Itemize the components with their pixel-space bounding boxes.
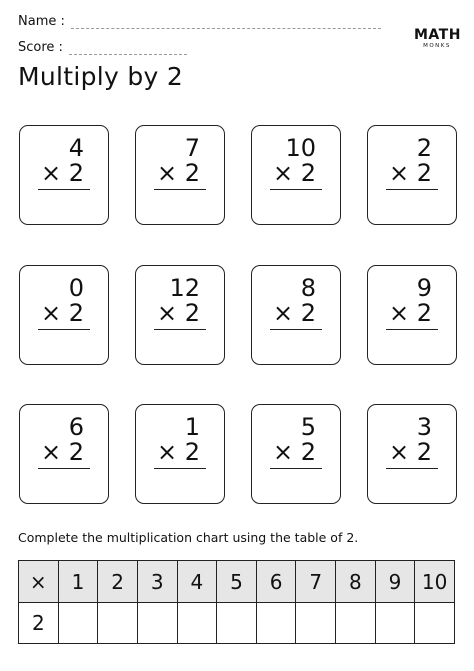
chart-answer-row: [19, 603, 455, 644]
answer-line: [154, 468, 206, 469]
chart-header-cell: 3: [137, 561, 177, 603]
multiplier: × 2: [272, 438, 316, 466]
score-line[interactable]: [69, 45, 187, 55]
multiplier: × 2: [156, 159, 200, 187]
chart-header-cell: 1: [58, 561, 98, 603]
chart-answer-cell[interactable]: [98, 603, 138, 644]
multiplier: × 2: [272, 299, 316, 327]
multiplicand: 7: [184, 134, 200, 162]
answer-line: [38, 468, 90, 469]
chart-answer-cell[interactable]: [177, 603, 217, 644]
problem-card: [251, 125, 341, 225]
logo-text: MATH: [414, 27, 461, 43]
answer-line: [154, 189, 206, 190]
multiplicand: 6: [68, 413, 84, 441]
chart-answer-cell[interactable]: [375, 603, 415, 644]
problem-card: [19, 404, 109, 504]
multiplicand: 2: [416, 134, 432, 162]
chart-header-cell: 7: [296, 561, 336, 603]
problem-card: [19, 265, 109, 365]
chart-header-cell: 5: [217, 561, 257, 603]
multiplicand: 10: [285, 134, 316, 162]
answer-line: [386, 329, 438, 330]
answer-line: [38, 189, 90, 190]
multiplier: × 2: [40, 299, 84, 327]
multiplicand: 4: [68, 134, 84, 162]
answer-line: [270, 189, 322, 190]
answer-line: [270, 468, 322, 469]
multiplier: × 2: [156, 438, 200, 466]
chart-times-symbol: ×: [19, 561, 59, 603]
name-field[interactable]: [18, 14, 381, 29]
multiplier: × 2: [272, 159, 316, 187]
chart-answer-cell[interactable]: [58, 603, 98, 644]
chart-answer-cell[interactable]: [296, 603, 336, 644]
chart-answer-cell[interactable]: [336, 603, 376, 644]
multiplicand: 9: [416, 274, 432, 302]
chart-header-cell: 6: [256, 561, 296, 603]
multiplier: × 2: [40, 159, 84, 187]
multiplicand: 1: [184, 413, 200, 441]
problem-card: [251, 404, 341, 504]
chart-header-cell: 9: [375, 561, 415, 603]
chart-instruction: Complete the multiplication chart using the table of 2.: [18, 530, 359, 545]
name-line[interactable]: [71, 19, 381, 29]
name-label: Name :: [18, 14, 65, 29]
multiplicand: 0: [68, 274, 84, 302]
multiplication-chart: [18, 560, 455, 644]
multiplicand: 12: [169, 274, 200, 302]
score-label: Score :: [18, 40, 63, 55]
chart-row-label: 2: [19, 603, 59, 644]
chart-header-row: [19, 561, 455, 603]
problem-card: [251, 265, 341, 365]
problem-grid: [19, 125, 455, 505]
multiplicand: 3: [416, 413, 432, 441]
multiplier: × 2: [40, 438, 84, 466]
problem-card: [135, 404, 225, 504]
multiplier: × 2: [388, 438, 432, 466]
multiplier: × 2: [156, 299, 200, 327]
chart-answer-cell[interactable]: [137, 603, 177, 644]
answer-line: [386, 468, 438, 469]
math-monks-logo: [414, 28, 460, 50]
score-field[interactable]: [18, 40, 187, 55]
answer-line: [154, 329, 206, 330]
chart-answer-cell[interactable]: [256, 603, 296, 644]
chart-header-cell: 8: [336, 561, 376, 603]
chart-answer-cell[interactable]: [217, 603, 257, 644]
problem-card: [367, 265, 457, 365]
chart-answer-cell[interactable]: [415, 603, 455, 644]
chart-header-cell: 2: [98, 561, 138, 603]
multiplier: × 2: [388, 299, 432, 327]
answer-line: [270, 329, 322, 330]
problem-card: [135, 125, 225, 225]
answer-line: [38, 329, 90, 330]
chart-header-cell: 4: [177, 561, 217, 603]
answer-line: [386, 189, 438, 190]
problem-card: [367, 404, 457, 504]
problem-card: [135, 265, 225, 365]
multiplicand: 8: [300, 274, 316, 302]
logo-subtext: MONKS: [423, 43, 451, 49]
chart-header-cell: 10: [415, 561, 455, 603]
multiplier: × 2: [388, 159, 432, 187]
problem-card: [367, 125, 457, 225]
page-title: Multiply by 2: [18, 62, 184, 91]
problem-card: [19, 125, 109, 225]
multiplicand: 5: [300, 413, 316, 441]
